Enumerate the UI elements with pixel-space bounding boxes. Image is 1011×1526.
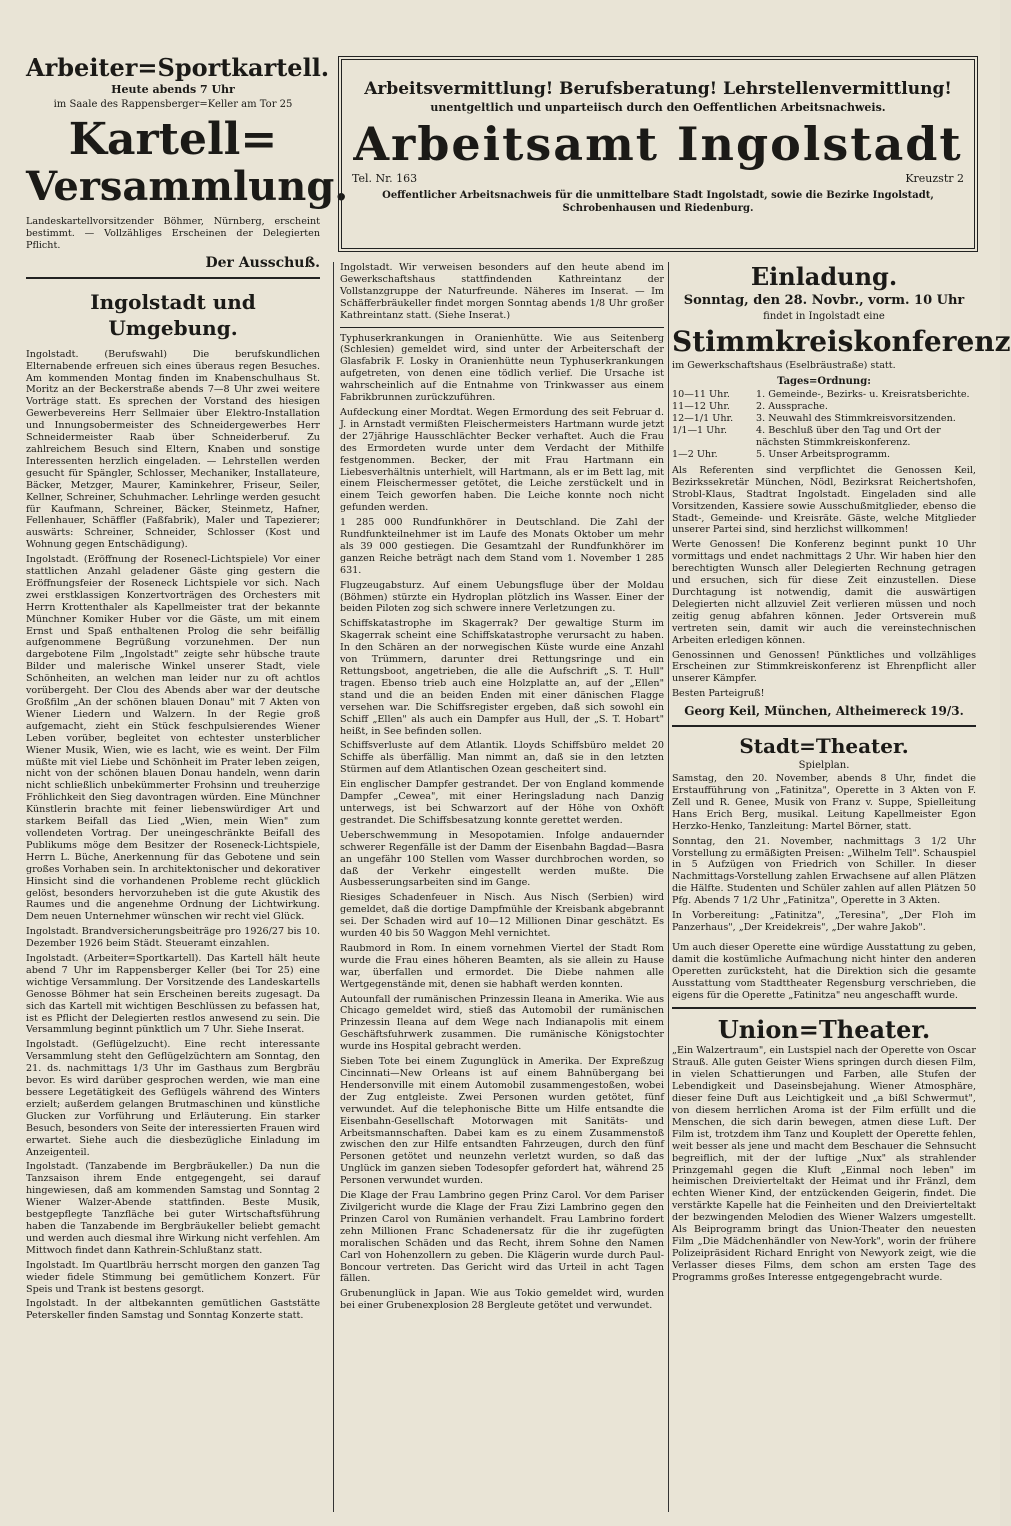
spielplan-sonntag: Sonntag, den 21. November, nachmittags 3 1/2 Uhr Vorstellung zu ermäßigten Preisen: „Wilhelm Tell". Schauspiel in 5 Aufzügen von Friedrich von Schiller. In dieser Nachmittags-Vorstellung zahlen Erwachsene auf allen Plätzen die Hälfte. Studenten und Schüler zahlen auf allen Plätzen 50 Pfg. Abends 7 1/2 Uhr „Fatinitza", Operette in 3 Akten. — [672, 835, 976, 907]
column-right — [672, 262, 1011, 1502]
article-rundfunk: 1 285 000 Rundfunkhörer in Deutschland. Die Zahl der Rundfunkteilnehmer ist im Laufe des Monats Oktober um mehr als 39 000 gestiegen. Die Gesamtzahl der Rundfunkhörer im ganzen Reiche beträgt nach dem Stand vom 1. November 1 285 631. — [340, 517, 664, 576]
article-kathreintanz: Ingolstadt. Wir verweisen besonders auf den heute abend im Gewerkschaftshaus stattfindenden Kathreintanz der Vollstanzgruppe der Naturfreunde. Näheres im Inserat. — Im Schäfferbräukeller findet morgen Sonntag abends 1/8 Uhr großer Kathreintanz statt. (Siehe Inserat.) — [340, 262, 664, 321]
tagesordnung-item: 1—2 Uhr. 5. Unser Arbeitsprogramm. — [672, 448, 891, 460]
keil-signature: Georg Keil, München, Altheimereck 19/3. — [684, 704, 964, 719]
versammlung-heading: Versammlung. — [26, 163, 349, 210]
article-quartlbraeu: Ingolstadt. Im Quartlbräu herrscht morgen den ganzen Tag wieder fidele Stimmung bei gemütlichem Konzert. Für Speis und Trank ist bestens gesorgt. — [26, 1259, 320, 1295]
arbeitsamt-subline: unentgeltlich und unparteiisch durch den Oeffentlichen Arbeitsnachweis. — [430, 101, 886, 114]
column-middle — [340, 262, 664, 1502]
article-berufswahl: Ingolstadt. (Berufswahl) Die berufskundlichen Elternabende erfreuen sich eines überaus regen Besuches. Am kommenden Montag finden im Knabenschulhaus St. Moritz an der Beckerstraße abends 7—8 Uhr zwei weitere Vorträge statt. Es sprechen der Vorstand des hiesigen Gewerbevereins Herr Sellmaier über Elektro-Installation und Innungsobermeister des Schneidergewerbes Herr Schneidermeister Raab über Schneiderberuf. Zu zahlreichem Besuch sind Eltern, Knaben und sonstige Interessenten herzlich eingeladen. — Lehrstellen werden gesucht für Spängler, Schlosser, Mechaniker, Installateure, Bäcker, Metzger, Maurer, Kaminkehrer, Friseur, Seiler, Kellner, Schreiner, Schuhmacher. Lehrlinge werden gesucht für Kaufmann, Schreiner, Bäcker, Steinmetz, Hafner, Fellenhauer, Schäffler (Faßfabrik), Maler und Tapezierer; auswärts: Schreiner, Schneider, Schlosser (Kost und Wohnung gegen Entschädigung). — [26, 348, 320, 551]
divider — [672, 1007, 976, 1009]
stadttheater-heading: Stadt=Theater. — [739, 734, 909, 759]
tagesordnung-item: 12—1/1 Uhr. 3. Neuwahl des Stimmkreisvorsitzenden. — [672, 412, 956, 424]
ausschuss-signature: Der Ausschuß. — [205, 254, 320, 271]
article-atlantik: Schiffsverluste auf dem Atlantik. Lloyds Schiffsbüro meldet 20 Schiffe als überfällig. Man nimmt an, daß sie in den letzten Stürmen auf dem Atlantischen Ozean gescheitert sind. — [340, 740, 664, 776]
arbeitsamt-title: Arbeitsamt Ingolstadt — [353, 117, 963, 171]
arbeitsamt-telephone: Tel. Nr. 163 — [352, 172, 418, 185]
arbeitsamt-address: Kreuzstr 2 — [905, 172, 964, 185]
column-rule — [333, 262, 334, 1512]
einladung-heading: Einladung. — [750, 262, 898, 291]
column-rule — [668, 262, 669, 1512]
spielplan-samstag: Samstag, den 20. November, abends 8 Uhr, findet die Erstaufführung von „Fatinitza", Operette in 3 Akten von F. Zell und R. Genee, Musik von Franz v. Suppe, Spielleitung Hans Erich Berg, musikal. Leitung Kapellmeister Egon Herzko-Henko, Tanzleitung: Martel Börner, statt. — [672, 773, 976, 832]
article-rom: Raubmord in Rom. In einem vornehmen Viertel der Stadt Rom wurde die Frau eines höheren Beamten, als sie allein zu Hause war, überfallen und ermordet. Die Diebe nahmen alle Wertgegenstände mit, denen sie habhaft werden konnten. — [340, 942, 664, 990]
sportkartell-heading: Arbeiter=Sportkartell. — [26, 53, 330, 82]
sportkartell-time: Heute abends 7 Uhr — [111, 83, 235, 96]
article-gefluegelzucht: Ingolstadt. (Geflügelzucht). Eine recht interessante Versammlung steht den Geflügelzüchtern am Sonntag, den 21. ds. nachmittags 1/3 Uhr im Gasthaus zum Bergbräu bevor. Es wird darüber gesprochen werden, wie man eine bessere Legetätigkeit des Geflügels während des Winters erzielt; außerdem gelangen Brutmaschinen und künstliche Glucken zur Vorführung und Erläuterung. Ein starker Besuch, besonders von Seite der interessierten Frauen wird erwartet. Siehe auch die diesbezügliche Einladung im Anzeigenteil. — [26, 1039, 320, 1158]
article-zugunglueck: Sieben Tote bei einem Zugunglück in Amerika. Der Expreßzug Cincinnati—New Orleans ist auf einem Bahnübergang bei Hendersonville mit einem Automobil zusammengestoßen, wobei der Zug entgleiste. Zwei Personen wurden getötet, fünf verwundet. Auf die telephonische Bitte um Hilfe entsandte die Eisenbahn-Gesellschaft Motorwagen mit Sanitäts- und Arbeitsmannschaften. Dabei kam es zu einem Zusammenstoß zwischen den zur Hilfe entsandten Fahrzeugen, durch den fünf Personen getötet und neunzehn verletzt wurden, so daß das Unglück im ganzen sieben Todesopfer gefordert hat, während 25 Personen verwundet wurden. — [340, 1056, 664, 1187]
konferenz-intro: findet in Ingolstadt eine — [763, 311, 885, 322]
uniontheater-heading: Union=Theater. — [717, 1015, 931, 1045]
tagesordnung-item: 10—11 Uhr. 1. Gemeinde-, Bezirks- u. Kreisratsberichte. — [672, 388, 970, 400]
article-typhus: Typhuserkrankungen in Oranienhütte. Wie aus Seitenberg (Schlesien) gemeldet wird, sind unter der Arbeiterschaft der Glasfabrik F. Losky in Oranienhütte neun Typhuserkrankungen aufgetreten, von denen eine tödlich verlief. Die Ursache ist wahrscheinlich auf die Entnahme von Trinkwasser aus einem Fabrikbrunnen zurückzuführen. — [340, 332, 664, 404]
arbeitsamt-advertisement — [338, 56, 978, 252]
konferenz-hinweis: Werte Genossen! Die Konferenz beginnt punkt 10 Uhr vormittags und endet nachmittags 2 Uhr. Wir haben hier den berechtigten Wunsch aller Delegierten Rechnung getragen und ersuchen, sich für diese Zeit einzustellen. Diese Durchtagung ist notwendig, damit die auswärtigen Delegierten nicht allzuviel Zeit verlieren müssen und noch zeitig genug abfahren können. Jeder Ortsverein muß vertreten sein, damit wir auch die vereinstechnischen Arbeiten erledigen können. — [672, 539, 976, 646]
article-lambrino: Die Klage der Frau Lambrino gegen Prinz Carol. Vor dem Pariser Zivilgericht wurde die Klage der Frau Zizi Lambrino gegen den Prinzen Carol von Rumänien verhandelt. Frau Lambrino fordert zehn Millionen Franc Schadenersatz für die ihr zugefügten moralischen Schäden und das Recht, ihrem Sohne den Namen Carl von Hohenzollern zu geben. Die Klägerin wurde durch Paul-Boncour vertreten. Das Gericht wird das Urteil in acht Tagen fällen. — [340, 1190, 664, 1285]
tagesordnung-item: 1/1—1 Uhr. 4. Beschluß über den Tag und Ort der nächsten Stimmkreiskonferenz. — [672, 424, 941, 448]
sportkartell-text: Landeskartellvorsitzender Böhmer, Nürnberg, erscheint bestimmt. — Vollzähliges Erscheinen der Delegierten Pflicht. — [26, 216, 320, 251]
sportkartell-place: im Saale des Rappensberger=Keller am Tor 25 — [53, 99, 293, 110]
arbeitsamt-services: Arbeitsvermittlung! Berufsberatung! Lehrstellenvermittlung! — [364, 79, 952, 99]
article-sportkartell: Ingolstadt. (Arbeiter=Sportkartell). Das Kartell hält heute abend 7 Uhr im Rappensberger Keller (bei Tor 25) eine wichtige Versammlung. Der Vorsitzende des Landeskartells Genosse Böhmer hat sein Erscheinen bereits zugesagt. Da sich das Kartell mit wichtigen Beschlüssen zu befassen hat, ist es Pflicht der Delegierten restlos anwesend zu sein. Die Versammlung beginnt pünktlich um 7 Uhr. Siehe Inserat. — [26, 953, 320, 1036]
article-brandversicherung: Ingolstadt. Brandversicherungsbeiträge pro 1926/27 bis 10. Dezember 1926 beim Städt. Steueramt einzahlen. — [26, 926, 320, 950]
article-mordtat: Aufdeckung einer Mordtat. Wegen Ermordung des seit Februar d. J. in Arnstadt vermißten Fleischermeisters Hartmann wurde jetzt der 27jährige Hausschlächter Becker verhaftet. Auch die Frau des Ermordeten wurde unter dem Verdacht der Mithilfe festgenommen. Becker, der mit Frau Hartmann ein Liebesverhältnis unterhielt, will Hartmann, als er im Bett lag, mit einem Fleischermesser getötet, die Leiche zerstückelt und in einem Teich geworfen haben. Die Leiche konnte noch nicht gefunden werden. — [340, 406, 664, 514]
article-japan: Grubenunglück in Japan. Wie aus Tokio gemeldet wird, wurden bei einer Grubenexplosion 28 Bergleute getötet und verwundet. — [340, 1288, 664, 1312]
konferenz-date: Sonntag, den 28. Novbr., vorm. 10 Uhr — [683, 293, 965, 308]
article-dampfer: Ein englischer Dampfer gestrandet. Der von England kommende Dampfer „Cewea", mit einer Heringsladung nach Danzig unterwegs, ist bei Schwarzort auf der Höhe von Oxhöft gestrandet. Die Schiffsbesatzung konnte gerettet werden. — [340, 779, 664, 826]
spielplan-heading: Spielplan. — [798, 760, 850, 772]
kartell-heading: Kartell= — [68, 114, 278, 165]
konferenz-location: im Gewerkschaftshaus (Eselbräustraße) statt. — [672, 360, 896, 371]
article-flugzeugabsturz: Flugzeugabsturz. Auf einem Uebungsfluge über der Moldau (Böhmen) stürzte ein Hydroplan plötzlich ins Wasser. Einer der beiden Piloten zog sich schwere innere Verletzungen zu. — [340, 579, 664, 615]
stimmkreiskonferenz-heading: Stimmkreiskonferenz — [672, 325, 1011, 358]
tagesordnung-item: 11—12 Uhr. 2. Aussprache. — [672, 400, 828, 412]
article-tanzabende: Ingolstadt. (Tanzabende im Bergbräukeller.) Da nun die Tanzsaison ihrem Ende entgegengeht, sei darauf hingewiesen, daß am kommenden Samstag und Sonntag 2 Wiener Walzer-Abende stattfinden. Beste Musik, bestgepflegte Tanzfläche bei guter Wirtschaftsführung haben die Tanzabende im Bergbräukeller beliebt gemacht und werden auch diesmal ihre Wirkung nicht verfehlen. Am Mittwoch findet dann Kathrein-Schlußtanz statt. — [26, 1161, 320, 1256]
article-ileana: Autounfall der rumänischen Prinzessin Ileana in Amerika. Wie aus Chicago gemeldet wird, stieß das Automobil der rumänischen Prinzessin Ileana auf dem Wege nach Indianapolis mit einem Geschäftsfuhrwerk zusammen. Die rumänische Königstochter wurde ins Hospital gebracht werden. — [340, 993, 664, 1053]
tagesordnung-list — [672, 389, 976, 461]
divider — [672, 725, 976, 727]
referenten-text: Als Referenten sind verpflichtet die Genossen Keil, Bezirkssekretär München, Nödl, Bezirksrat Reichertshofen, Strobl-Klaus, Stadtrat Ingolstadt. Eingeladen sind alle Vorsitzenden, Kassiere sowie Ausschußmitglieder, ebenso die Stadt-, Gemeinde- und Kreisräte. Gäste, welche Mitglieder unserer Partei sind, sind herzlichst willkommen! — [672, 464, 976, 536]
parteigruss: Besten Parteigruß! — [672, 688, 765, 700]
arbeitsamt-districts: Oeffentlicher Arbeitsnachweis für die unmittelbare Stadt Ingolstadt, sowie die Bezirke Ingolstadt, Schrobenhausen und Riedenburg. — [382, 190, 934, 214]
divider — [26, 277, 320, 279]
column-left — [26, 48, 349, 1508]
article-roseneck: Ingolstadt. (Eröffnung der Rosenecl-Lichtspiele) Vor einer stattlichen Anzahl geladener Gäste ging gestern die Eröffnungsfeier der Roseneck Lichtspiele vor sich. Nach zwei erstklassigen Konzertvorträgen des Orchesters mit Herrn Krottenthaler als Kapellmeister trat der bekannte Münchner Komiker Huber vor die Gäste, um mit einem Ernst und Spaß enthaltenen Prolog die sehr beifällig aufgenommene Begrüßung vorzunehmen. Der nun dargebotene Film „Ingolstadt" zeigte sehr hübsche traute Bilder und malerische Winkel unserer Stadt, viele Schönheiten, an welchen man leider nur zu oft achtlos vorübergeht. Der Clou des Abends aber war der deutsche Großfilm „An der schönen blauen Donau" mit 7 Akten von Wiener Liedern und Walzern. In der Regie groß aufgemacht, zieht ein Stück feschpulsierendes Wiener Leben vorüber, begleitet von echtester unsterblicher Wiener Musik, Wien, wie es lacht, wie es weint. Der Film müßte mit viel Liebe und Schönheit im Prater leben zeigen, nicht von der schönen blauen Donau handeln, wenn darin nicht schließlich unbekümmerter Frohsinn und treuherzige Fröhlichkeit den Sieg davontragen würden. Eine Münchner Künstlerin brachte mit feiner liebenswürdiger Art und starkem Beifall das Lied „Wien, mein Wien" zum vollendeten Vortrag. Der uneingeschränkte Beifall des Publikums möge dem Besitzer der Roseneck-Lichtspiele, Herrn L. Büche, Anerkennung für das Gebotene und sein großes Vorhaben sein. In architektonischer und dekorativer Hinsicht sind die vorhandenen Probleme recht glücklich gelöst, besonders hervorzuheben ist die gute Akustik des Raumes und die angenehme Ordnung der Lichtwirkung. Dem neuen Unternehmer wünschen wir recht viel Glück. — [26, 554, 320, 923]
article-peterskeller: Ingolstadt. In der altbekannten gemütlichen Gaststätte Peterskeller finden Samstag und Sonntag Konzerte statt. — [26, 1298, 320, 1322]
spielplan-vorbereitung: In Vorbereitung: „Fatinitza", „Teresina", „Der Floh im Panzerhaus", „Der Kreidekreis", „Der wahre Jakob". — [672, 910, 976, 933]
divider — [340, 327, 664, 328]
article-skagerrak: Schiffskatastrophe im Skagerrak? Der gewaltige Sturm im Skagerrak scheint eine Schiffskatastrophe verursacht zu haben. In den Schären an der norwegischen Küste wurde eine Anzahl von Trümmern, darunter drei Rettungsringe und ein Rettungsboot, angetrieben, die alle die Aufschrift „S. T. Hull" tragen. Ebenso trieb auch eine Holzplatte an, auf der „Ellen" stand und die an beiden Enden mit einer dänischen Flagge versehen war. Die Schiffsregister ergeben, daß sich sowohl ein Schiff „Ellen" als auch ein Dampfer aus Hull, der „S. T. Hobart" heißt, in See befinden sollen. — [340, 618, 664, 737]
spielplan-ausstattung: Um auch dieser Operette eine würdige Ausstattung zu geben, damit die kostümliche Aufmachung nicht hinter den anderen Operetten zurücksteht, hat die Direktion sich die gesamte Ausstattung vom Stadttheater Regensburg verschrieben, die eigens für die Operette „Fatinitza" neu angeschafft wurde. — [672, 941, 976, 1001]
uniontheater-text: „Ein Walzertraum", ein Lustspiel nach der Operette von Oscar Strauß. Alle guten Geister Wiens springen durch diesen Film, in vielen Schattierungen und Farben, alle Stufen der Lebendigkeit und Daseinsbejahung. Wiener Atmosphäre, dieser feine Duft aus Leichtigkeit und „a bißl Schwermut", von diesem herrlichen Aroma ist der Film erfüllt und die Menschen, die sich darin bewegen, atmen diese Luft. Der Film ist, trotzdem ihm Tanz und Kouplett der Operette fehlen, weit besser als jene und macht dem Beschauer die Sehnsucht begreiflich, mit der der luftige „Nux" als strahlender Prinzgemahl gegen die Kluft „Einmal noch leben" im heimischen Dreivierteltakt der Heimat und ihr Fränzl, dem echten Wiener Kind, der entzückenden Geigerin, findet. Die verstärkte Kapelle hat die Feinheiten und den Dreivierteltakt der bezwingenden Melodien des Wiener Walzers umgestellt. Als Beiprogramm bringt das Union-Theater den neuesten Film „Die Mädchenhändler von New-York", worin der frühere Polizeipräsident Richard Enright von Newyork zeigt, wie die Verlasser dieses Films, dem schon am ersten Tage des Programms großes Interesse entgegengebracht wurde. — [672, 1045, 976, 1283]
konferenz-appell: Genossinnen und Genossen! Pünktliches und vollzähliges Erscheinen zur Stimmkreiskonferenz ist Ehrenpflicht aller unserer Kämpfer. — [672, 649, 976, 685]
article-mesopotamien: Ueberschwemmung in Mesopotamien. Infolge andauernder schwerer Regenfälle ist der Damm der Eisenbahn Bagdad—Basra an ungefähr 100 Stellen vom Wasser durchbrochen worden, so daß der Verkehr eingestellt werden mußte. Die Ausbesserungsarbeiten sind im Gange. — [340, 829, 664, 889]
tagesordnung-heading: Tages=Ordnung: — [777, 375, 871, 387]
section-heading-ingolstadt: Ingolstadt und Umgebung. — [90, 289, 256, 340]
article-nisch: Riesiges Schadenfeuer in Nisch. Aus Nisch (Serbien) wird gemeldet, daß die dortige Dampfmühle der Kreisbank abgebrannt sei. Der Schaden wird auf 10—12 Millionen Dinar geschätzt. Es wurden 40 bis 50 Waggon Mehl vernichtet. — [340, 892, 664, 940]
